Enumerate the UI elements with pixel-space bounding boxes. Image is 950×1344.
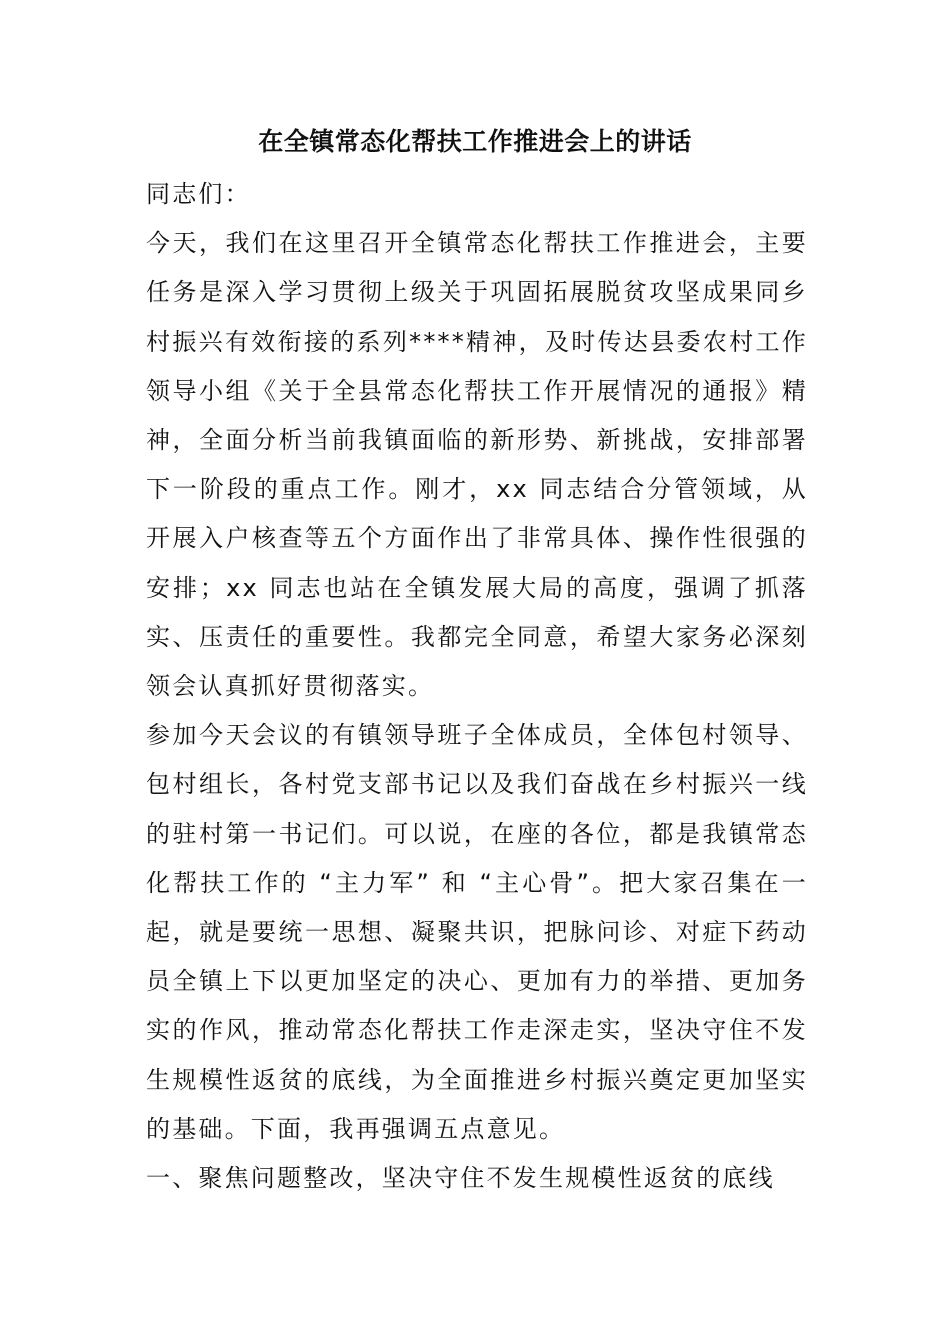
- paragraph-1: 今天，我们在这里召开全镇常态化帮扶工作推进会，主要任务是深入学习贯彻上级关于巩固拓展脱贫攻坚成果同乡村振兴有效衔接的系列****精神，及时传达县委农村工作领导小组《关于全县常态化帮扶工作开展情况的通报》精神，全面分析当前我镇面临的新形势、新挑战，安排部署下一阶段的重点工作。刚才，xx 同志结合分管领域，从开展入户核查等五个方面作出了非常具体、操作性很强的安排；xx 同志也站在全镇发展大局的高度，强调了抓落实、压责任的重要性。我都完全同意，希望大家务必深刻领会认真抓好贯彻落实。: [146, 229, 808, 701]
- paragraph-2: 参加今天会议的有镇领导班子全体成员，全体包村领导、包村组长，各村党支部书记以及我们奋战在乡村振兴一线的驻村第一书记们。可以说，在座的各位，都是我镇常态化帮扶工作的 “主力军” 和 “主心骨”。把大家召集在一起，就是要统一思想、凝聚共识，把脉问诊、对症下药动员全镇上下以更加坚定的决心、更加有力的举措、更加务实的作风，推动常态化帮扶工作走深走实，坚决守住不发生规模性返贫的底线，为全面推进乡村振兴奠定更加坚实的基础。下面，我再强调五点意见。: [146, 721, 808, 1143]
- document-title: 在全镇常态化帮扶工作推进会上的讲话: [258, 127, 692, 156]
- document-body: [146, 170, 808, 1203]
- salutation: 同志们：: [146, 180, 251, 208]
- section-heading: 一、聚焦问题整改，坚决守住不发生规模性返贫的底线: [146, 1164, 775, 1193]
